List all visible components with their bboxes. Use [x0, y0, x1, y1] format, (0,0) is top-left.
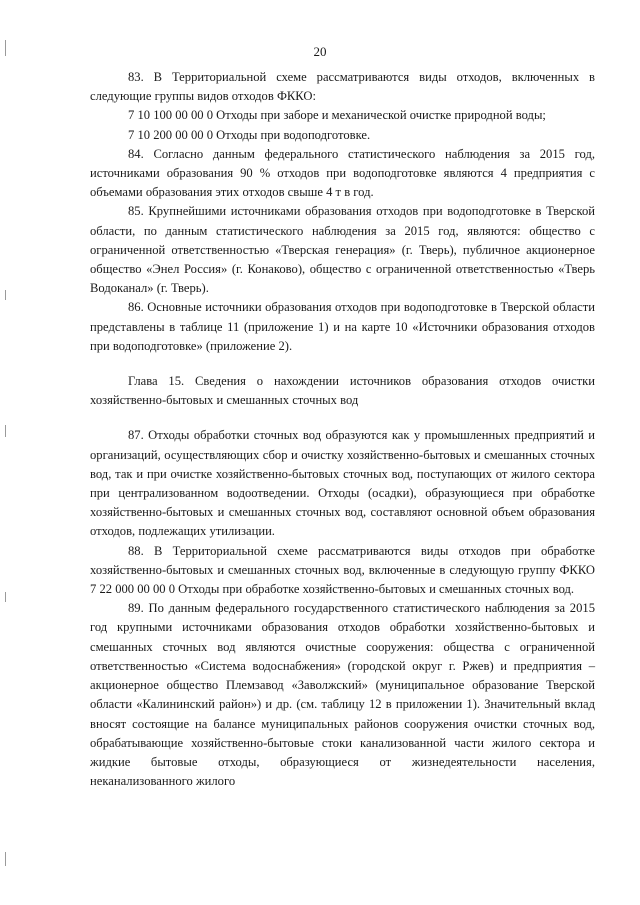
- paragraph-85: 85. Крупнейшими источниками образования отходов при водоподготовке в Тверской области, по данным статистического наблюдения за 2015 год, являются: общество с ограниченной ответственностью «Тверская генерация» (г. Тверь), публичное акционерное общество «Энел Россия» (г. Конаково), общество с ограниченной ответственностью «Тверь Водоканал» (г. Тверь).: [90, 204, 595, 296]
- scan-edge-mark: [5, 425, 6, 437]
- spacer: [90, 356, 595, 372]
- page-number: 20: [313, 44, 327, 59]
- fkko-code-line: 7 10 100 00 00 0 Отходы при заборе и механической очистке природной воды;: [128, 108, 546, 123]
- scan-edge-mark: [5, 852, 6, 866]
- fkko-code-line: 7 10 200 00 00 0 Отходы при водоподготовке.: [128, 127, 371, 142]
- paragraph-84: 84. Согласно данным федерального статистического наблюдения за 2015 год, источниками образования 90 % отходов при водоподготовке являются 4 предприятия с объемами образования этих отходов свыше 4 т в год.: [90, 146, 595, 200]
- paragraph-87: 87. Отходы обработки сточных вод образуются как у промышленных предприятий и организаций, осуществляющих сбор и очистку хозяйственно-бытовых и смешанных сточных вод, так и при очистке хозяйственно-бытовых сточных вод, поступающих от жилого сектора при централизованном водоотведении. Отходы (осадки), образующиеся при обработке хозяйственно-бытовых и смешанных сточных вод, составляют основной объем образования отходов, подлежащих утилизации.: [90, 428, 595, 539]
- paragraph-83: 83. В Территориальной схеме рассматриваются виды отходов, включенных в следующие группы видов отходов ФККО:: [90, 70, 595, 104]
- chapter-heading: Глава 15. Сведения о нахождении источников образования отходов очистки хозяйственно-бытовых и смешанных сточных вод: [90, 374, 595, 408]
- paragraph-86: 86. Основные источники образования отходов при водоподготовке в Тверской области представлены в таблице 11 (приложение 1) и на карте 10 «Источники образования отходов при водоподготовке» (приложение 2).: [90, 300, 595, 353]
- paragraph-88: 88. В Территориальной схеме рассматриваются виды отходов при обработке хозяйственно-бытовых и смешанных сточных вод, включенные в следующую группу ФККО 7 22 000 00 00 0 Отходы при обработке хозяйственно-бытовых и смешанных сточных вод.: [90, 543, 595, 597]
- paragraph-89: 89. По данным федерального государственного статистического наблюдения за 2015 год крупными источниками образования отходов обработки хозяйственно-бытовых и смешанных сточных вод являются очистные сооружения: общества с ограниченной ответственностью «Система водоснабжения» (городской округ г. Ржев) и предприятия – акционерное общество Племзавод «Заволжский» (муниципальное образование Тверской области «Калининский район») и др. (см. таблицу 12 в приложении 1). Значительный вклад вносят состоящие на балансе муниципальных районов сооружения очистки сточных вод, обрабатывающие хозяйственно-бытовые стоки канализованной части жилого сектора и жидкие бытовые отходы, образующиеся от жизнедеятельности населения, неканализованного жилого: [90, 601, 595, 789]
- scan-edge-mark: [5, 290, 6, 300]
- spacer: [90, 410, 595, 426]
- scan-edge-mark: [5, 592, 6, 602]
- document-body: [90, 68, 595, 791]
